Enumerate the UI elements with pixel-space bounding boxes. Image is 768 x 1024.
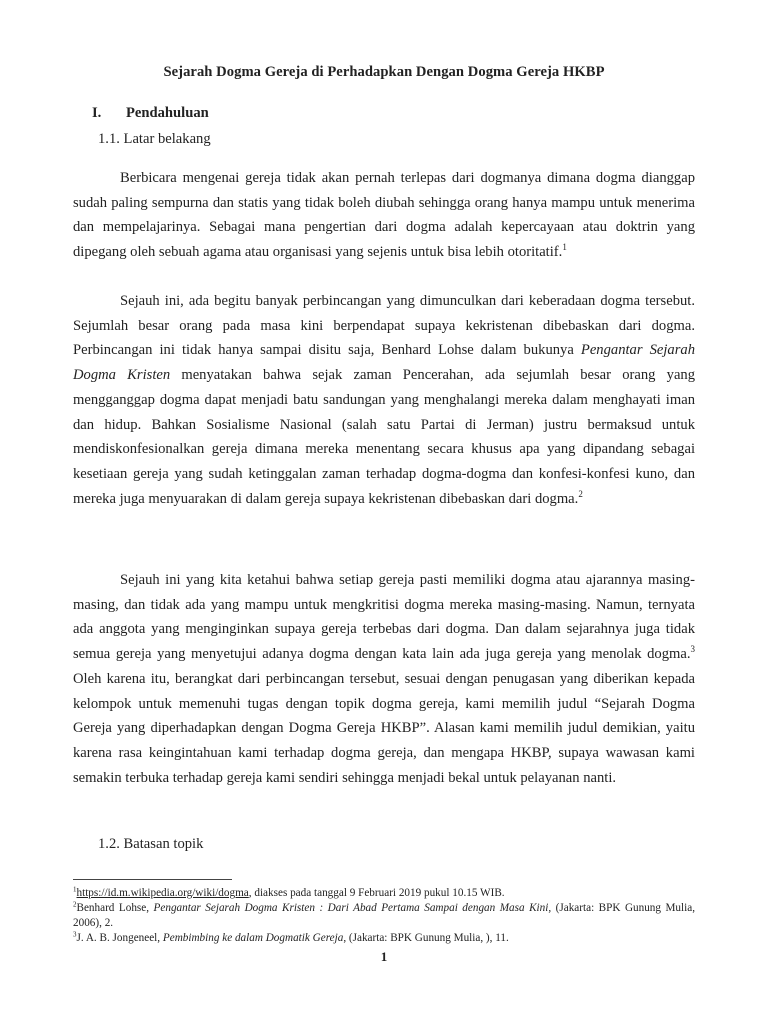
footnote-text: , diakses pada tanggal 9 Februari 2019 pukul 10.15 WIB. bbox=[248, 887, 505, 899]
footnote-ref: 3 bbox=[690, 644, 695, 655]
footnote bbox=[73, 931, 695, 945]
footnote-separator bbox=[73, 879, 232, 880]
paragraph-text: Sejauh ini yang kita ketahui bahwa setiap gereja pasti memiliki dogma atau ajarannya masing-masing, dan tidak ada yang mampu untuk mengkritisi dogma mereka masing-masing. Namun, ternyata ada anggota yang menginginkan supaya gereja terbebas dari dogma. Dan dalam sejarahnya juga tidak semua gereja yang menyetujui adanya dogma dengan kata lain ada juga gereja yang menolak dogma. bbox=[73, 572, 695, 663]
footnote-book-title: Pembimbing ke dalam Dogmatik Gereja bbox=[162, 932, 344, 945]
footnote-number: 2 bbox=[73, 900, 77, 909]
footnote-text: Benhard Lohse, bbox=[76, 902, 154, 915]
footnote bbox=[73, 886, 695, 900]
section-heading bbox=[92, 105, 209, 122]
paragraph-text: Oleh karena itu, berangkat dari perbincangan tersebut, sesuai dengan penugasan yang diberikan kepada kelompok untuk memenuhi tugas dengan topik dogma gereja, kami memilih judul “Sejarah Dogma Gereja yang diperhadapkan dengan Dogma Gereja HKBP”. Alasan kami memilih judul demikian, yaitu karena rasa keingintahuan kami terhadap dogma gereja, dan mengapa HKBP, supaya wawasan kami semakin terbuka terhadap gereja kami sendiri sehingga menjadi bekal untuk pelayanan nanti. bbox=[73, 670, 695, 786]
footnote-ref: 2 bbox=[578, 488, 583, 499]
footnote-text: J. A. B. Jongeneel, bbox=[76, 932, 163, 945]
footnote-book-title: Pengantar Sejarah Dogma Kristen : Dari Abad Pertama Sampai dengan Masa Kini, bbox=[153, 902, 552, 915]
footnote-number: 3 bbox=[73, 930, 77, 939]
footnote-link[interactable]: https://id.m.wikipedia.org/wiki/dogma bbox=[76, 887, 249, 899]
footnote-ref: 1 bbox=[562, 242, 567, 253]
book-title: Pengantar Sejarah Dogma Kristen bbox=[73, 342, 695, 384]
subsection-heading: 1.1. Latar belakang bbox=[98, 131, 211, 147]
footnote-number: 1 bbox=[73, 885, 77, 894]
footnote bbox=[73, 901, 695, 930]
paragraph bbox=[73, 289, 695, 511]
paragraph bbox=[73, 166, 695, 265]
subsection-heading: 1.2. Batasan topik bbox=[98, 836, 204, 852]
paragraph-text: Sejauh ini, ada begitu banyak perbincangan yang dimunculkan dari keberadaan dogma tersebut. Sejumlah besar orang pada masa kini berpendapat supaya kekristenan dibebaskan dari dogma. Perbincangan ini tidak hanya sampai disitu saja, Benhard Lohse dalam bukunya bbox=[73, 293, 695, 359]
section-label: Pendahuluan bbox=[126, 105, 209, 121]
footnotes bbox=[73, 886, 695, 947]
paragraph bbox=[73, 568, 695, 790]
page-number: 1 bbox=[380, 949, 388, 964]
paragraph-text: Berbicara mengenai gereja tidak akan pernah terlepas dari dogmanya dimana dogma dianggap sudah paling sempurna dan statis yang tidak boleh diubah sehingga orang hanya mampu untuk menerima dan mempelajarinya. Sebagai mana pengertian dari dogma adalah kepercayaan atau doktrin yang dipegang oleh sebuah agama atau organisasi yang sejenis untuk bisa lebih otoritatif. bbox=[73, 170, 695, 261]
footnote-text: (Jakarta: BPK Gunung Mulia, 2006), 2. bbox=[73, 902, 696, 929]
section-number: I. bbox=[92, 105, 102, 121]
paragraph-text: menyatakan bahwa sejak zaman Pencerahan, ada sejumlah besar orang yang mengganggap dogma dapat menjadi batu sandungan yang menghalangi mereka dalam menghayati iman dan hidup. Bahkan Sosialisme Nasional (salah satu Partai di Jerman) justru bermaksud untuk mendiskonfesionalkan gereja dimana mereka menentang secara khusus apa yang dipandang sebagai kesetiaan gereja yang sudah ketinggalan zaman terhadap dogma-dogma dan konfesi-konfesi kuno, dan mereka juga menyuarakan di dalam gereja supaya kekristenan dibebaskan dari dogma. bbox=[73, 367, 696, 507]
document-title: Sejarah Dogma Gereja di Perhadapkan Dengan Dogma Gereja HKBP bbox=[163, 64, 605, 80]
footnote-text: , (Jakarta: BPK Gunung Mulia, ), 11. bbox=[343, 932, 509, 945]
